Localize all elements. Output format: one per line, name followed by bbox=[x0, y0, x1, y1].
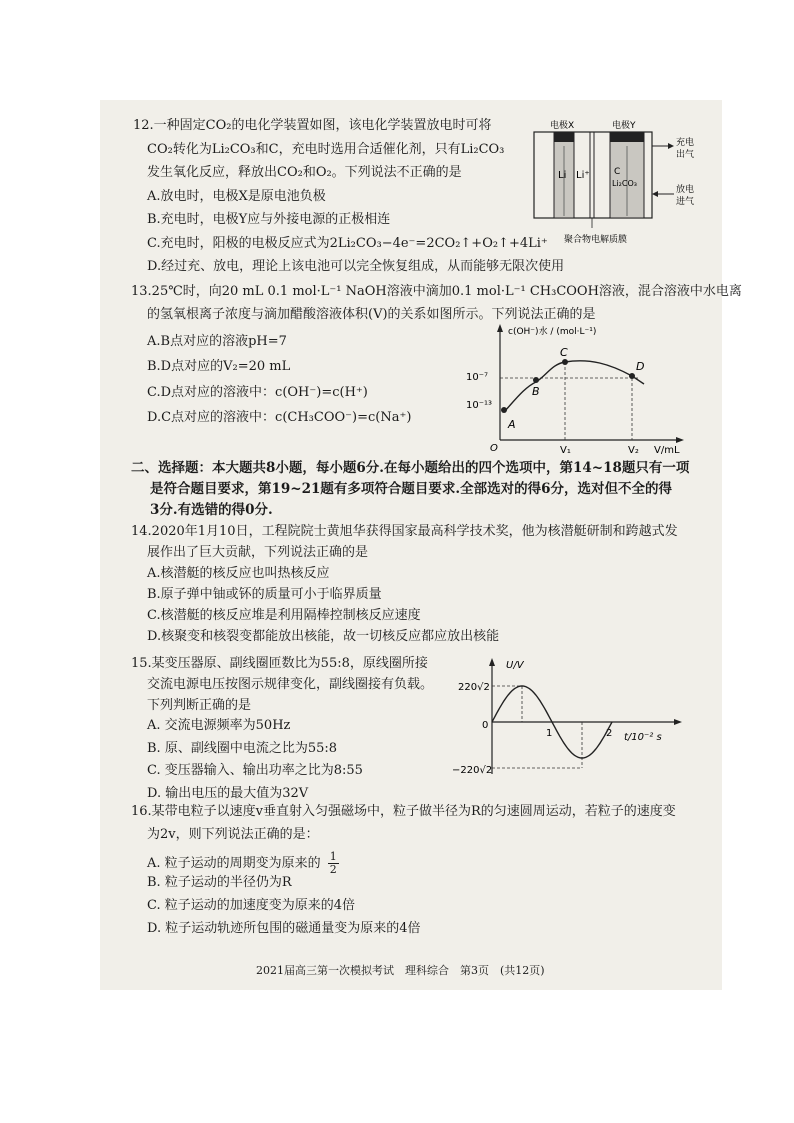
q12-option-b: B.充电时，电极Y应与外接电源的正极相连 bbox=[147, 212, 391, 227]
q15-line-2: 交流电源电压按图示规律变化，副线圈接有负载。 bbox=[147, 677, 434, 692]
charge-out-label-2: 出气 bbox=[676, 150, 695, 160]
point-b-label: B bbox=[532, 385, 540, 398]
q12-line-1: 12.一种固定CO₂的电化学装置如图，该电化学装置放电时可将 bbox=[133, 118, 492, 133]
q12-option-a: A.放电时，电极X是原电池负极 bbox=[147, 189, 326, 204]
x-tick-label-2: V₂ bbox=[628, 445, 639, 454]
q12-line-2: CO₂转化为Li₂CO₃和C，充电时选用合适催化剂，只有Li₂CO₃ bbox=[147, 142, 505, 157]
y-axis-arrow bbox=[497, 324, 503, 332]
carbon-label: C bbox=[614, 167, 621, 177]
discharge-in-label-1: 放电 bbox=[676, 185, 695, 195]
origin-label: 0 bbox=[482, 720, 489, 731]
li2co3-label: Li₂CO₃ bbox=[612, 179, 637, 188]
y-axis-arrow bbox=[489, 658, 495, 666]
electrode-x-cap bbox=[554, 132, 574, 142]
q14-line-2: 展作出了巨大贡献，下列说法正确的是 bbox=[147, 545, 369, 560]
electrode-y-label: 电极Y bbox=[612, 121, 636, 131]
q16-option-b: B. 粒子运动的半径仍为R bbox=[147, 875, 292, 890]
charge-out-arrowhead bbox=[668, 143, 674, 149]
q16-option-d: D. 粒子运动轨迹所包围的磁通量变为原来的4倍 bbox=[147, 921, 421, 936]
ph-titration-chart bbox=[460, 320, 690, 454]
li-label: Li bbox=[558, 170, 567, 181]
x-axis-label: t/10⁻² s bbox=[624, 732, 662, 743]
section-2-line-3: 3分.有选错的得0分. bbox=[150, 502, 273, 518]
q14-option-c: C.核潜艇的核反应堆是利用隔棒控制核反应速度 bbox=[147, 608, 421, 623]
discharge-in-arrowhead bbox=[652, 191, 658, 197]
origin-label: O bbox=[490, 443, 498, 454]
electrode-y-cap bbox=[610, 132, 644, 142]
q15-line-3: 下列判断正确的是 bbox=[147, 698, 252, 713]
section-2-line-1: 二、选择题：本大题共8小题，每小题6分.在每小题给出的四个选项中，第14~18题只有一项 bbox=[131, 460, 690, 476]
x-axis-arrow bbox=[674, 719, 682, 725]
point-d bbox=[629, 373, 635, 379]
fraction-one-half bbox=[328, 851, 339, 876]
q12-option-d: D.经过充、放电，理论上该电池可以完全恢复组成，从而能够无限次使用 bbox=[147, 259, 565, 274]
discharge-in-label-2: 进气 bbox=[676, 197, 695, 207]
point-c bbox=[562, 359, 568, 365]
point-c-label: C bbox=[560, 346, 568, 359]
q14-line-1: 14.2020年1月10日，工程院院士黄旭华获得国家最高科学技术奖，他为核潜艇研制和跨越式发 bbox=[131, 524, 678, 539]
q16-option-a bbox=[147, 851, 339, 876]
fraction-denominator: 2 bbox=[329, 863, 337, 876]
charge-out-label-1: 充电 bbox=[676, 138, 695, 148]
q13-line-1: 13.25℃时，向20 mL 0.1 mol·L⁻¹ NaOH溶液中滴加0.1 mol·L⁻¹ CH₃COOH溶液，混合溶液中水电离 bbox=[131, 284, 742, 299]
y-axis-label: U/V bbox=[506, 660, 524, 671]
y-tick-label-max: 220√2 bbox=[458, 682, 490, 693]
q16-line-2: 为2v，则下列说法正确的是： bbox=[147, 827, 319, 842]
x-tick-label-1: 1 bbox=[546, 728, 553, 739]
q15-option-a: A. 交流电源频率为50Hz bbox=[147, 718, 291, 733]
q12-option-c: C.充电时，阳极的电极反应式为2Li₂CO₃−4e⁻=2CO₂↑+O₂↑+4Li⁺ bbox=[147, 236, 548, 251]
page-footer: 2021届高三第一次模拟考试 理科综合 第3页 (共12页) bbox=[256, 964, 545, 977]
x-tick-label-1: V₁ bbox=[560, 445, 571, 454]
q12-line-3: 发生氧化反应，释放出CO₂和O₂。下列说法不正确的是 bbox=[147, 165, 462, 180]
fraction-numerator: 1 bbox=[329, 850, 337, 863]
x-tick-label-2: 2 bbox=[606, 728, 613, 739]
q15-option-c: C. 变压器输入、输出功率之比为8:55 bbox=[147, 763, 363, 778]
battery-diagram bbox=[528, 116, 700, 248]
point-b bbox=[533, 377, 539, 383]
q14-option-b: B.原子弹中铀或钚的质量可小于临界质量 bbox=[147, 587, 382, 602]
point-d-label: D bbox=[636, 360, 645, 373]
section-2-line-2: 是符合题目要求，第19~21题有多项符合题目要求.全部选对的得6分，选对但不全的得 bbox=[150, 481, 672, 497]
q16-option-a-text: A. 粒子运动的周期变为原来的 bbox=[147, 856, 321, 871]
ac-voltage-chart bbox=[452, 656, 692, 782]
point-a bbox=[501, 407, 507, 413]
q15-option-d: D. 输出电压的最大值为32V bbox=[147, 786, 309, 801]
q13-option-b: B.D点对应的V₂=20 mL bbox=[147, 359, 291, 374]
q15-option-b: B. 原、副线圈中电流之比为55:8 bbox=[147, 741, 338, 756]
q13-option-c: C.D点对应的溶液中：c(OH⁻)=c(H⁺) bbox=[147, 385, 368, 400]
q13-option-d: D.C点对应的溶液中：c(CH₃COO⁻)=c(Na⁺) bbox=[147, 410, 412, 425]
q14-option-d: D.核聚变和核裂变都能放出核能，故一切核反应都应放出核能 bbox=[147, 629, 500, 644]
x-axis-arrow bbox=[676, 437, 684, 443]
q13-option-a: A.B点对应的溶液pH=7 bbox=[147, 334, 287, 349]
q15-line-1: 15.某变压器原、副线圈匝数比为55:8，原线圈所接 bbox=[131, 656, 428, 671]
q16-option-c: C. 粒子运动的加速度变为原来的4倍 bbox=[147, 898, 356, 913]
x-axis-label: V/mL bbox=[654, 445, 680, 454]
q13-line-2: 的氢氧根离子浓度与滴加醋酸溶液体积(V)的关系如图所示。下列说法正确的是 bbox=[147, 307, 596, 322]
q14-option-a: A.核潜艇的核反应也叫热核反应 bbox=[147, 566, 330, 581]
y-tick-label-1: 10⁻⁷ bbox=[466, 372, 489, 383]
y-axis-label: c(OH⁻)水 / (mol·L⁻¹) bbox=[508, 327, 597, 337]
membrane-label: 聚合物电解质膜 bbox=[564, 235, 628, 245]
titration-curve bbox=[504, 361, 644, 412]
point-a-label: A bbox=[508, 418, 516, 431]
li-ion-label: Li⁺ bbox=[576, 170, 590, 181]
q16-line-1: 16.某带电粒子以速度v垂直射入匀强磁场中，粒子做半径为R的匀速圆周运动，若粒子的速度变 bbox=[131, 804, 676, 819]
electrode-x-label: 电极X bbox=[550, 121, 575, 131]
y-tick-label-min: −220√2 bbox=[452, 765, 493, 776]
y-tick-label-2: 10⁻¹³ bbox=[466, 400, 493, 411]
